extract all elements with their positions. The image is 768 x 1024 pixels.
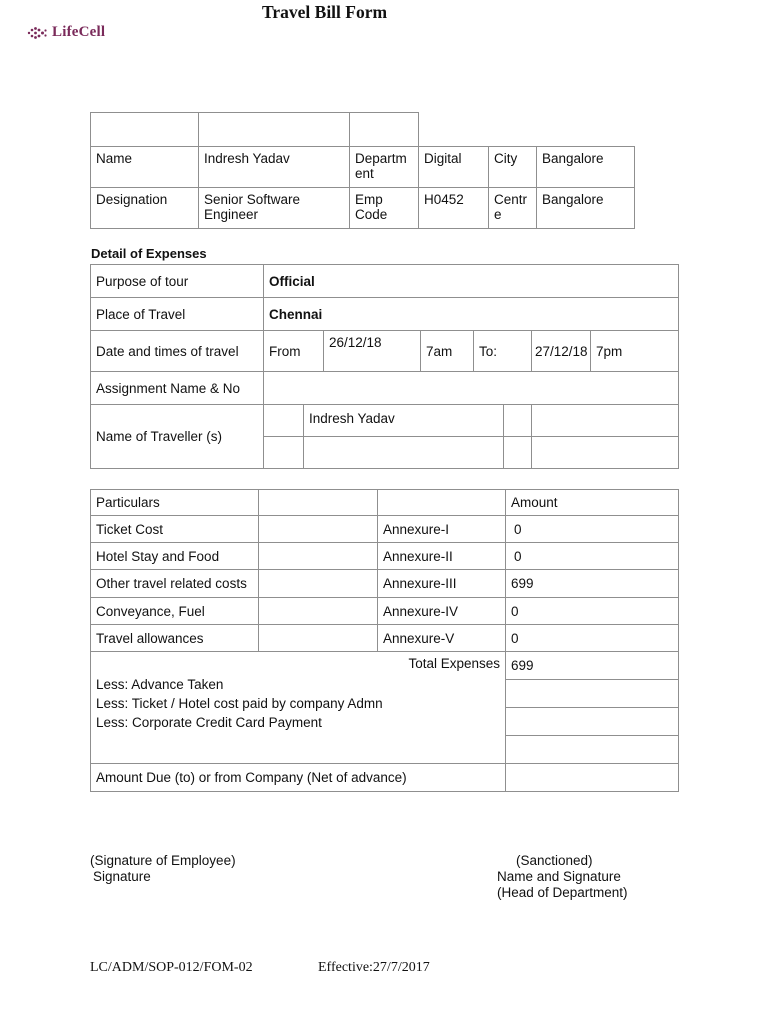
page-title: Travel Bill Form [262,2,388,22]
employee-signature-block [90,853,236,885]
from-time: 7am [421,331,474,372]
less-card-label: Less: Corporate Credit Card Payment [96,715,322,730]
designation-value: Senior Software Engineer [199,188,350,229]
empty-cell [264,405,304,437]
expense-row-amount: 0 [506,516,679,543]
expense-row-label: Other travel related costs [91,570,259,598]
expense-row-amount: 699 [506,570,679,598]
deductions-block [91,652,506,764]
sanction-signature-block [497,853,628,901]
from-label: From [264,331,324,372]
empty-cell [264,437,304,469]
to-time-cell [591,331,679,372]
city-value: Bangalore [537,147,635,188]
sanction-name-signature: Name and Signature [497,869,621,884]
expense-row-label: Conveyance, Fuel [91,598,259,625]
department-label: Department [350,147,419,188]
amount-due-value [506,764,679,792]
expense-row-amount: 0 [506,543,679,570]
traveller-value: Indresh Yadav [304,405,504,437]
particulars-table [90,489,679,792]
less-ticket-value [506,708,679,736]
empty-cell [304,437,504,469]
section-title-expenses: Detail of Expenses [91,246,207,261]
from-date: 26/12/18 [324,331,421,372]
department-value: Digital [419,147,489,188]
place-label: Place of Travel [91,298,264,331]
expense-row-annexure: Annexure-IV [378,598,506,625]
amount-header: Amount [506,490,679,516]
expense-row-annexure: Annexure-V [378,625,506,652]
empty-cell [504,405,532,437]
city-label: City [489,147,537,188]
empty-cell [532,437,679,469]
sanction-title: (Sanctioned) [516,853,593,868]
employee-info-table [90,112,635,229]
empcode-value: H0452 [419,188,489,229]
amount-due-label: Amount Due (to) or from Company (Net of advance) [91,764,506,792]
logo-text: LifeCell [52,24,106,40]
assignment-label: Assignment Name & No [91,372,264,405]
name-value: Indresh Yadav [199,147,350,188]
empty-cell [350,113,419,147]
traveller-label: Name of Traveller (s) [91,405,264,469]
total-expenses-value: 699 [506,652,679,680]
date-label: Date and times of travel [91,331,264,372]
place-value: Chennai [264,298,679,331]
employee-signature-title: (Signature of Employee) [90,853,236,868]
empty-cell [259,516,378,543]
empty-cell [504,437,532,469]
designation-label: Designation [91,188,199,229]
less-ticket-label: Less: Ticket / Hotel cost paid by company Admn [96,696,383,711]
expense-row-annexure: Annexure-II [378,543,506,570]
particulars-header: Particulars [91,490,259,516]
empty-cell [532,405,679,437]
empty-cell [199,113,350,147]
empty-cell [259,543,378,570]
centre-value: Bangalore [537,188,635,229]
company-logo [26,24,105,41]
expense-row-annexure: Annexure-III [378,570,506,598]
empty-cell [259,598,378,625]
empty-cell [259,490,378,516]
to-label: To: [474,331,532,372]
sanction-head-department: (Head of Department) [497,885,628,900]
expense-row-label: Travel allowances [91,625,259,652]
expense-row-label: Hotel Stay and Food [91,543,259,570]
empty-cell [259,570,378,598]
expense-row-amount: 0 [506,598,679,625]
empty-cell [91,113,199,147]
empcode-label: Emp Code [350,188,419,229]
less-card-value [506,736,679,764]
empty-cell [259,625,378,652]
expense-row-amount: 0 [506,625,679,652]
employee-signature-label: Signature [93,869,151,884]
to-date: 27/12/18 [532,331,591,372]
less-advance-value [506,680,679,708]
expense-row-annexure: Annexure-I [378,516,506,543]
to-time: 7pm [596,343,623,359]
effective-date: Effective:27/7/2017 [318,960,430,975]
expenses-detail-table [90,264,679,469]
name-label: Name [91,147,199,188]
total-expenses-label: Total Expenses [408,656,500,671]
empty-cell [378,490,506,516]
purpose-value: Official [264,265,679,298]
purpose-label: Purpose of tour [91,265,264,298]
empty-cell [419,113,635,147]
lifecell-dots-logo-icon [26,26,48,40]
document-code: LC/ADM/SOP-012/FOM-02 [90,960,253,975]
expense-row-label: Ticket Cost [91,516,259,543]
assignment-value [264,372,679,405]
centre-label: Centre [489,188,537,229]
less-advance-label: Less: Advance Taken [96,677,224,692]
